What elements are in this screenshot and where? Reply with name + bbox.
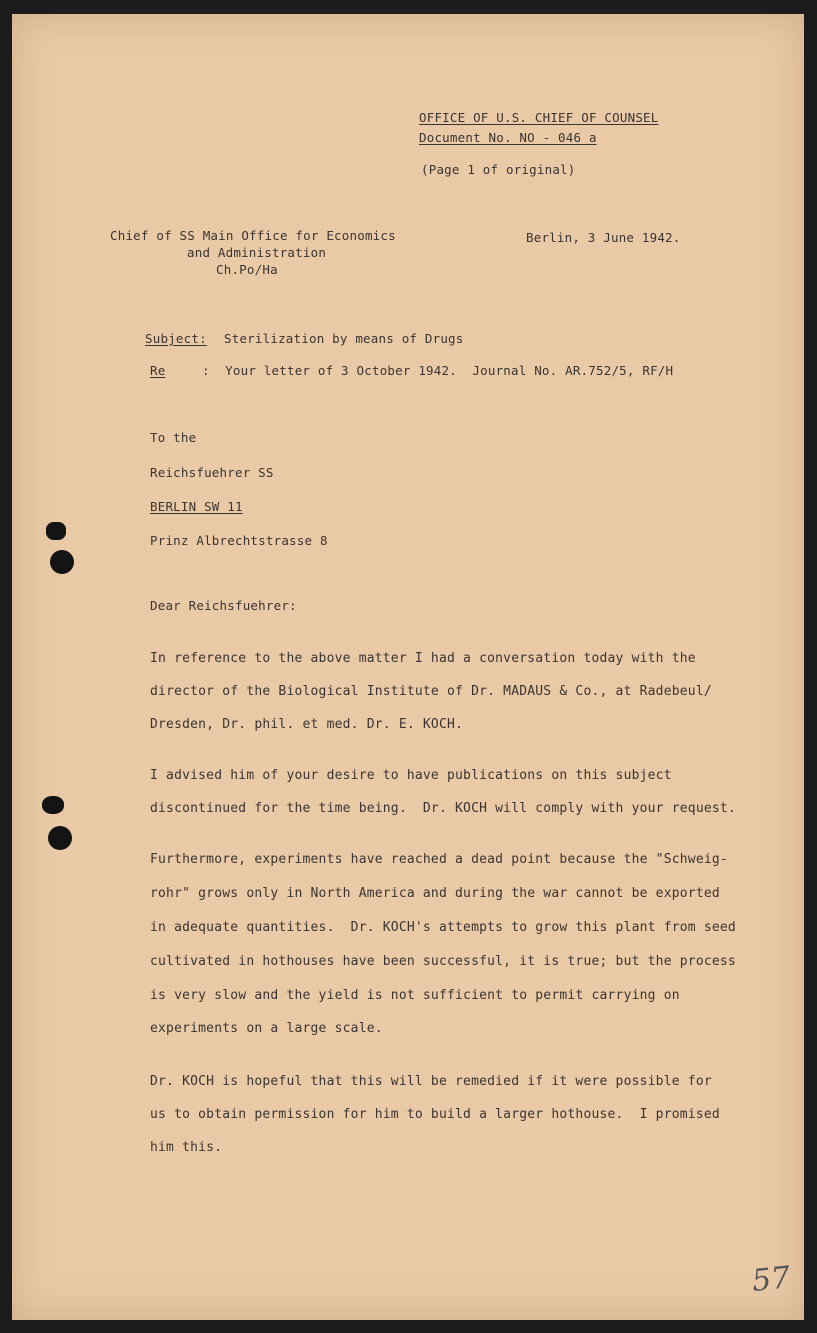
punch-hole (42, 796, 64, 814)
subject-text: Sterilization by means of Drugs (224, 331, 464, 346)
body-line: I advised him of your desire to have publications on this subject (150, 768, 672, 783)
re-label: Re (150, 363, 166, 378)
subject-label: Subject: (145, 331, 207, 346)
recipient-city: BERLIN SW 11 (150, 499, 243, 514)
body-line: rohr" grows only in North America and during the war cannot be exported (150, 886, 720, 901)
punch-hole (48, 826, 72, 850)
sender-line-3: Ch.Po/Ha (216, 262, 278, 277)
body-line: experiments on a large scale. (150, 1021, 383, 1036)
letter-date: Berlin, 3 June 1942. (526, 230, 681, 245)
punch-hole (46, 522, 66, 540)
sender-line-2: and Administration (187, 245, 327, 260)
recipient-name: Reichsfuehrer SS (150, 465, 274, 480)
recipient-to: To the (150, 430, 197, 445)
body-line: him this. (150, 1140, 223, 1155)
body-line: Furthermore, experiments have reached a dead point because the "Schweig- (150, 852, 728, 867)
body-line: is very slow and the yield is not sufficient to permit carrying on (150, 988, 680, 1003)
document-number: Document No. NO - 046 a (419, 130, 597, 145)
page-number: 57 (750, 1260, 792, 1299)
punch-hole (50, 550, 74, 574)
body-line: us to obtain permission for him to build a larger hothouse. I promised (150, 1107, 720, 1122)
salutation: Dear Reichsfuehrer: (150, 598, 297, 613)
document-page (12, 14, 804, 1320)
body-line: cultivated in hothouses have been successful, it is true; but the process (150, 954, 736, 969)
sender-line-1: Chief of SS Main Office for Economics (110, 228, 396, 243)
page-note: (Page 1 of original) (421, 162, 576, 177)
office-heading: OFFICE OF U.S. CHIEF OF COUNSEL (419, 110, 659, 125)
body-line: Dresden, Dr. phil. et med. Dr. E. KOCH. (150, 717, 464, 732)
body-line: director of the Biological Institute of Dr. MADAUS & Co., at Radebeul/ (150, 684, 712, 699)
body-line: In reference to the above matter I had a conversation today with the (150, 651, 696, 666)
body-line: Dr. KOCH is hopeful that this will be remedied if it were possible for (150, 1074, 712, 1089)
recipient-street: Prinz Albrechtstrasse 8 (150, 533, 328, 548)
re-text: : Your letter of 3 October 1942. Journal No. AR.752/5, RF/H (202, 363, 674, 378)
body-line: in adequate quantities. Dr. KOCH's attempts to grow this plant from seed (150, 920, 736, 935)
body-line: discontinued for the time being. Dr. KOCH will comply with your request. (150, 801, 736, 816)
